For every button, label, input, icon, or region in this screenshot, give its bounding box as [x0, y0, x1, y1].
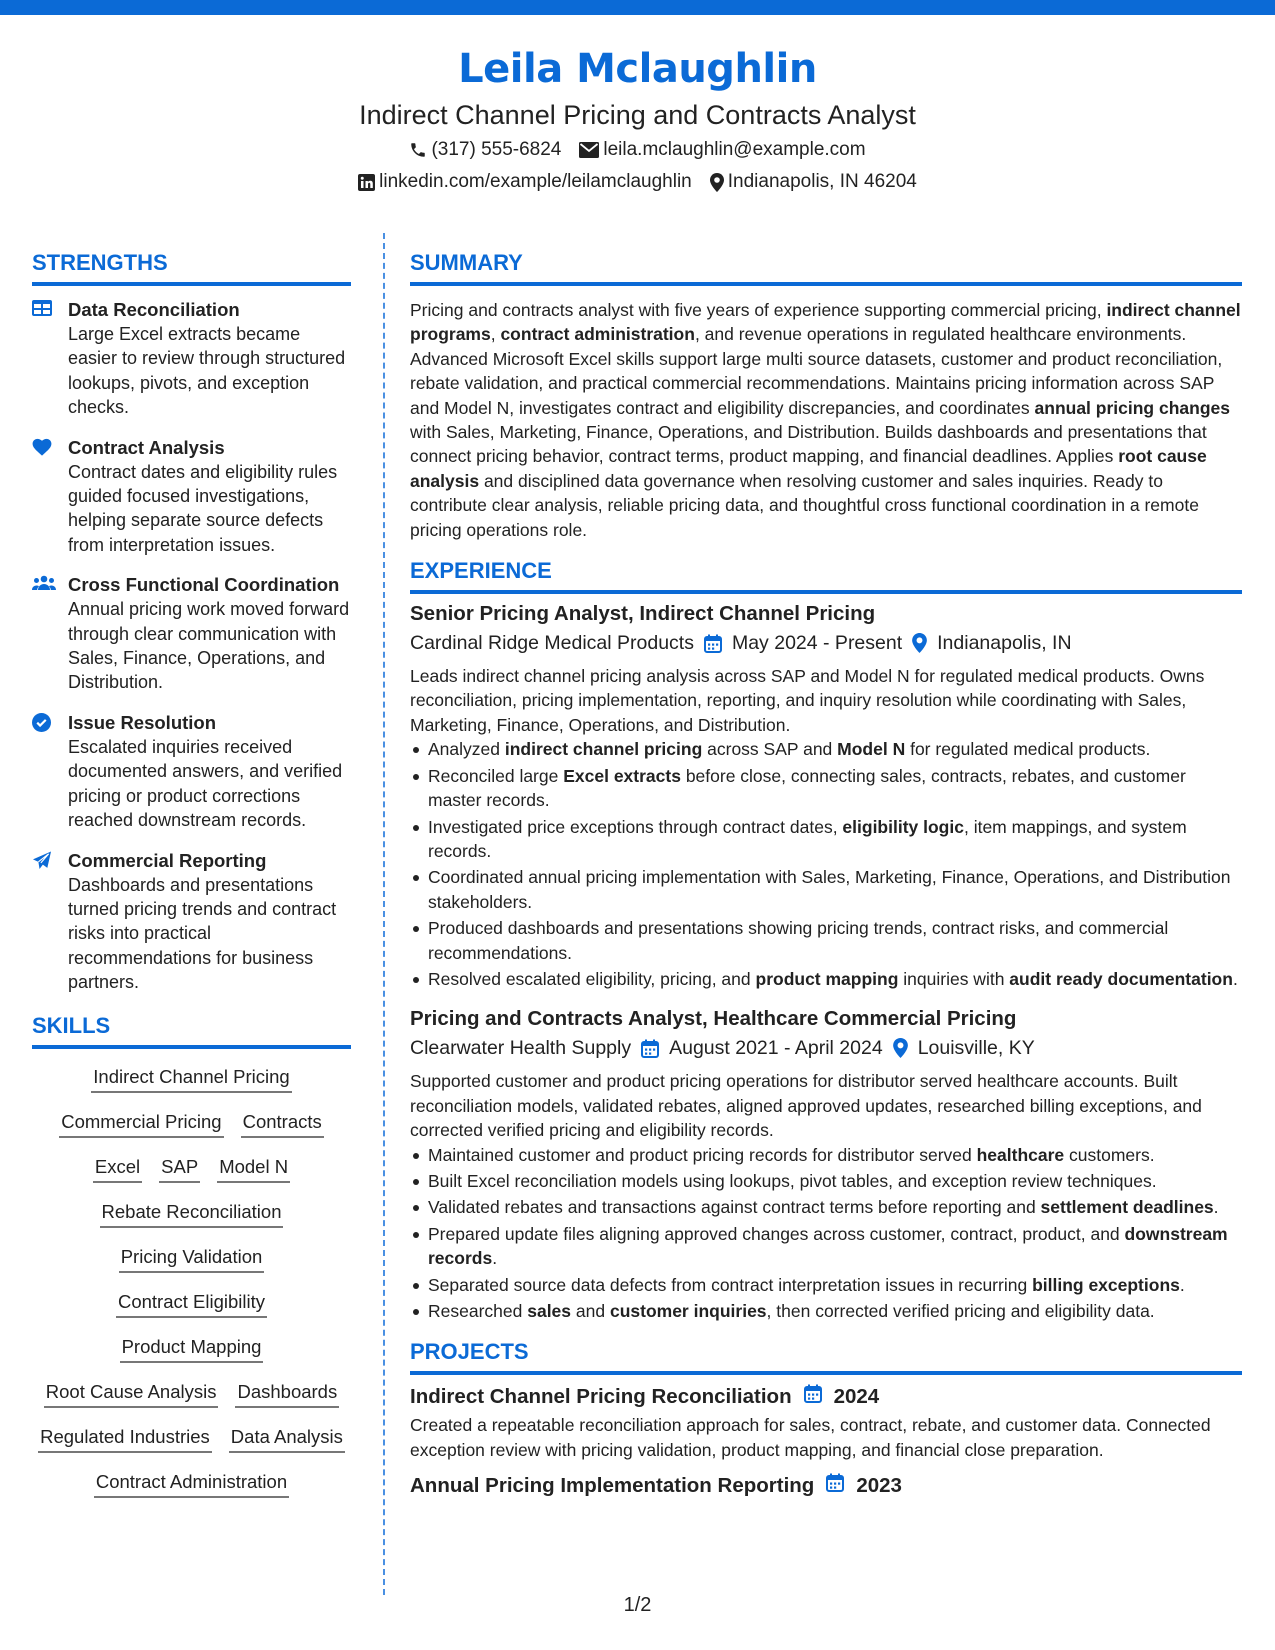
job-entry: [410, 600, 1242, 991]
strength-title: Issue Resolution: [68, 711, 217, 733]
calendar-icon: [704, 634, 722, 653]
skill-row: [32, 1288, 351, 1333]
project-title: Annual Pricing Implementation Reporting: [410, 1474, 815, 1498]
location-text: Indianapolis, IN 46204: [727, 171, 917, 192]
candidate-name: Leila Mclaughlin: [458, 46, 817, 92]
strength-title: Cross Functional Coordination: [68, 574, 340, 596]
project-title-row: [410, 1383, 1242, 1411]
skill-row: [32, 1198, 351, 1243]
summary-text: Pricing and contracts analyst with five years of experience supporting commercial pricing, indirect channel programs, contract administration, and revenue operations in regulated healthcare environments. Advanced Microsoft Excel skills support large multi source datasets, customer and product reconciliation, rebate validation, and practical commercial recommendations. Maintains pricing information across SAP and Model N, investigates contract and eligibility discrepancies, and coordinates annual pricing changes with Sales, Marketing, Finance, Operations, and Distribution. Builds dashboards and presentations that connect pricing behavior, contract terms, product mapping, and financial deadlines. Applies root cause analysis and disciplined data governance when resolving customer and sales inquiries. Ready to contribute clear analysis, reliable pricing data, and thoughtful cross functional coordination in a remote pricing operations role.: [410, 300, 1241, 540]
calendar-icon: [826, 1472, 844, 1500]
column-divider: [383, 233, 385, 1595]
skill-row: [32, 1423, 351, 1468]
strength-desc: Annual pricing work moved forward through clear communication with Sales, Finance, Operations, and Distribution.: [68, 599, 350, 693]
calendar-icon: [804, 1383, 822, 1411]
project-title: Indirect Channel Pricing Reconciliation: [410, 1385, 792, 1409]
skill-tag: Data Analysis: [229, 1423, 345, 1453]
job-title: Pricing and Contracts Analyst, Healthcare Commercial Pricing: [410, 1007, 1017, 1031]
envelope-icon: [579, 142, 599, 158]
candidate-title: Indirect Channel Pricing and Contracts Analyst: [359, 100, 916, 130]
map-pin-icon: [710, 173, 724, 192]
phone-text: (317) 555-6824: [431, 139, 562, 160]
skills-list: [32, 1063, 351, 1513]
project-description: Created a repeatable reconciliation approach for sales, contract, rebate, and customer data. Connected exception review with pricing validation, product mapping, and financial close preparation.: [410, 1415, 1211, 1460]
strength-item: [32, 849, 351, 995]
experience-heading: EXPERIENCE: [410, 556, 1242, 594]
skill-tag: Commercial Pricing: [59, 1108, 223, 1138]
skill-tag: Excel: [93, 1153, 142, 1183]
projects-heading: PROJECTS: [410, 1337, 1242, 1375]
job-company: Cardinal Ridge Medical Products: [410, 632, 694, 655]
paper-plane-icon: [32, 849, 54, 995]
left-column: [32, 248, 351, 1513]
bullet-item: Coordinated annual pricing implementation with Sales, Marketing, Finance, Operations, and Distribution stakeholders.: [410, 865, 1242, 914]
project-entry: [410, 1472, 1242, 1500]
strength-desc: Large Excel extracts became easier to review through structured lookups, pivots, and exception checks.: [68, 324, 346, 418]
strength-desc: Dashboards and presentations turned pricing trends and contract risks into practical recommendations for business partners.: [68, 874, 337, 993]
heart-icon: [32, 436, 54, 558]
skills-heading: SKILLS: [32, 1011, 351, 1049]
map-pin-icon: [893, 1038, 908, 1058]
email-contact[interactable]: [579, 134, 865, 166]
bullet-item: Produced dashboards and presentations showing pricing trends, contract risks, and commercial recommendations.: [410, 916, 1242, 965]
location-contact: [710, 166, 917, 198]
strength-item: [32, 573, 351, 695]
job-company: Clearwater Health Supply: [410, 1037, 632, 1060]
skill-tag: Dashboards: [235, 1378, 339, 1408]
bullet-item: Reconciled large Excel extracts before close, connecting sales, contracts, rebates, and customer master records.: [410, 764, 1242, 813]
job-location: Louisville, KY: [917, 1037, 1035, 1060]
linkedin-text: linkedin.com/example/leilamclaughlin: [379, 171, 692, 192]
contact-row-1: [0, 134, 1275, 166]
job-meta: [410, 1033, 1242, 1063]
skill-row: [32, 1108, 351, 1153]
linkedin-icon: [358, 174, 375, 191]
bullet-item: Prepared update files aligning approved changes across customer, contract, product, and downstream records.: [410, 1222, 1242, 1271]
job-description: Leads indirect channel pricing analysis across SAP and Model N for regulated medical products. Owns reconciliation, pricing implementation, reporting, and inquiry resolution while coordinating with Sales, Marketing, Finance, Operations, and Distribution.: [410, 666, 1205, 735]
strength-title: Commercial Reporting: [68, 849, 267, 871]
strength-title: Contract Analysis: [68, 436, 225, 458]
job-dates: May 2024 - Present: [731, 632, 903, 655]
email-text: leila.mclaughlin@example.com: [603, 139, 866, 160]
job-location: Indianapolis, IN: [937, 632, 1072, 655]
contact-row-2: [0, 166, 1275, 198]
top-accent-bar: [0, 0, 1275, 15]
skill-tag: Root Cause Analysis: [44, 1378, 219, 1408]
job-dates: August 2021 - April 2024: [669, 1037, 883, 1060]
page-number: 1/2: [623, 1594, 652, 1616]
map-pin-icon: [912, 633, 927, 653]
job-title: Senior Pricing Analyst, Indirect Channel Pricing: [410, 602, 876, 626]
project-entry: [410, 1383, 1242, 1462]
phone-contact: [409, 134, 561, 166]
skill-row: [32, 1468, 351, 1513]
job-bullets: [410, 737, 1242, 991]
skill-row: [32, 1243, 351, 1288]
strength-title: Data Reconciliation: [68, 299, 240, 320]
bullet-item: Built Excel reconciliation models using lookups, pivot tables, and exception review techniques.: [410, 1169, 1242, 1193]
strength-desc: Contract dates and eligibility rules guided focused investigations, helping separate source defects from interpretation issues.: [68, 461, 338, 555]
resume-header: [0, 42, 1275, 198]
phone-icon: [409, 141, 427, 159]
users-icon: [32, 573, 54, 695]
skill-tag: Pricing Validation: [119, 1243, 265, 1273]
skill-tag: Contracts: [241, 1108, 324, 1138]
bullet-item: Researched sales and customer inquiries, then corrected verified pricing and eligibility data.: [410, 1299, 1242, 1323]
summary-heading: SUMMARY: [410, 248, 1242, 286]
bullet-item: Maintained customer and product pricing records for distributor served healthcare customers.: [410, 1143, 1242, 1167]
skill-tag: Indirect Channel Pricing: [91, 1063, 291, 1093]
skill-row: [32, 1153, 351, 1198]
bullet-item: Resolved escalated eligibility, pricing, and product mapping inquiries with audit ready documentation.: [410, 967, 1242, 991]
right-column: [410, 248, 1242, 1500]
skill-row: [32, 1378, 351, 1423]
strength-item: [32, 711, 351, 833]
skill-tag: Product Mapping: [120, 1333, 264, 1363]
skill-tag: SAP: [159, 1153, 200, 1183]
bullet-item: Investigated price exceptions through contract dates, eligibility logic, item mappings, and system records.: [410, 815, 1242, 864]
project-year: 2024: [833, 1385, 880, 1409]
table-icon: [32, 298, 54, 420]
skill-tag: Contract Administration: [94, 1468, 289, 1498]
skill-tag: Rebate Reconciliation: [100, 1198, 284, 1228]
skill-tag: Contract Eligibility: [116, 1288, 267, 1318]
calendar-icon: [641, 1039, 659, 1058]
skill-tag: Regulated Industries: [38, 1423, 212, 1453]
bullet-item: Validated rebates and transactions against contract terms before reporting and settlement deadlines.: [410, 1195, 1242, 1219]
job-bullets: [410, 1143, 1242, 1324]
job-description: Supported customer and product pricing operations for distributor served healthcare accounts. Built reconciliation models, validated rebates, aligned approved updates, researched billing exceptions, and corrected verified pricing and eligibility records.: [410, 1071, 1202, 1141]
skill-row: [32, 1063, 351, 1108]
project-title-row: [410, 1472, 1242, 1500]
bullet-item: Analyzed indirect channel pricing across SAP and Model N for regulated medical products.: [410, 737, 1242, 761]
strength-desc: Escalated inquiries received documented answers, and verified pricing or product corrections reached downstream records.: [68, 736, 343, 831]
check-circle-icon: [32, 711, 54, 833]
project-year: 2023: [856, 1474, 902, 1498]
bullet-item: Separated source data defects from contract interpretation issues in recurring billing exceptions.: [410, 1273, 1242, 1297]
strength-item: [32, 436, 351, 558]
skill-tag: Model N: [217, 1153, 290, 1183]
skill-row: [32, 1333, 351, 1378]
job-entry: [410, 1005, 1242, 1323]
strengths-heading: STRENGTHS: [32, 248, 351, 286]
job-meta: [410, 628, 1242, 658]
strength-item: [32, 298, 351, 420]
linkedin-contact[interactable]: [358, 166, 692, 198]
